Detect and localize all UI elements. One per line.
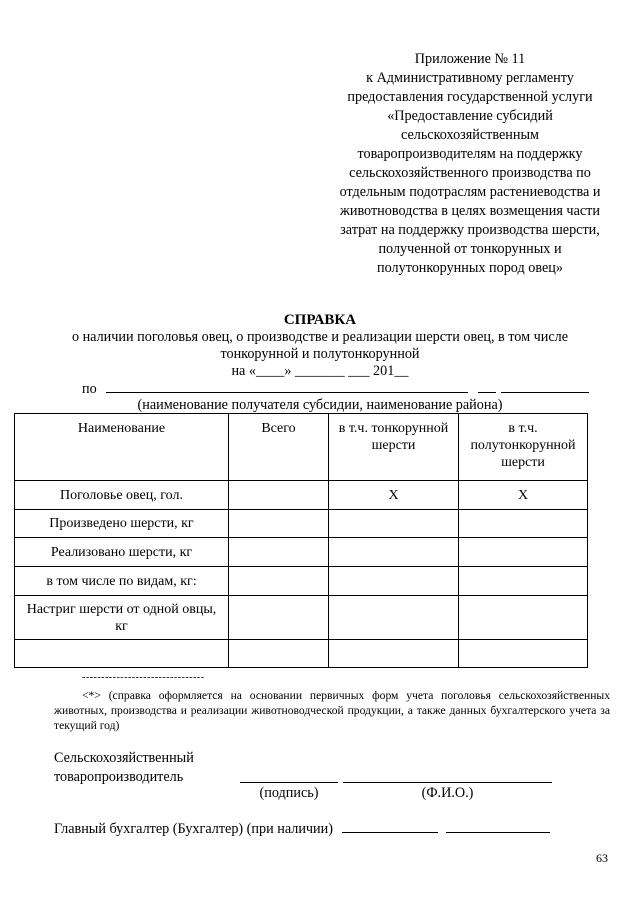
producer-label-line-1: Сельскохозяйственный [54, 750, 194, 766]
annex-line: затрат на поддержку производства шерсти, [340, 222, 600, 238]
recipient-blank [106, 380, 468, 393]
accountant-label: Главный бухгалтер (Бухгалтер) (при наличии) [54, 821, 333, 837]
recipient-blank-district [501, 380, 589, 393]
recipient-caption: (наименование получателя субсидии, наименование района) [137, 397, 503, 413]
subtitle-line-1: о наличии поголовья овец, о производстве и реализации шерсти овец, в том числе [71, 329, 569, 345]
annex-line: «Предоставление субсидий [387, 108, 553, 124]
table-cell [229, 596, 329, 640]
table-cell [229, 481, 329, 510]
table-row [15, 567, 588, 596]
row-label: Настриг шерсти от одной овцы, кг [15, 596, 229, 640]
table-row [15, 481, 588, 510]
fio-line [343, 782, 552, 783]
annex-line: Приложение № 11 [414, 51, 526, 67]
table-cell [329, 596, 459, 640]
table-cell [229, 510, 329, 538]
accountant-line [54, 820, 550, 838]
po-label: по [82, 381, 97, 397]
table-header-row [15, 414, 588, 481]
footnote-text: <*> (справка оформляется на основании первичных форм учета поголовья сельскохозяйственных животных, производства и реализации животноводческой продукции, а также данных бухгалтерского учета за текущий год) [54, 689, 610, 732]
subtitle-line-2: тонкорунной и полутонкорунной [220, 346, 420, 362]
annex-line: предоставления государственной услуги [347, 89, 593, 105]
table-cell [329, 640, 459, 668]
table-cell: X [459, 481, 588, 510]
recipient-blank-short [478, 380, 496, 393]
table-cell [459, 538, 588, 567]
header-cell: в т.ч. полутонкорунной шерсти [459, 414, 588, 481]
annex-line: сельскохозяйственным [400, 127, 539, 143]
row-label: в том числе по видам, кг: [15, 567, 229, 596]
annex-line: к Административному регламенту [366, 70, 574, 86]
data-table [14, 413, 588, 668]
producer-label-line-2: товаропроизводитель [54, 769, 184, 785]
table-cell [459, 596, 588, 640]
accountant-fio-blank [446, 820, 550, 833]
table-row [15, 510, 588, 538]
page-number: 63 [596, 851, 608, 865]
header-cell: в т.ч. тонкорунной шерсти [329, 414, 459, 481]
annex-line: сельскохозяйственного производства по [349, 165, 591, 181]
table-cell [329, 538, 459, 567]
table-cell [329, 567, 459, 596]
row-label: Реализовано шерсти, кг [15, 538, 229, 567]
document-subtitle [0, 329, 640, 380]
annex-line: полученной от тонкорунных и [378, 241, 562, 257]
table-cell [229, 567, 329, 596]
row-label: Произведено шерсти, кг [15, 510, 229, 538]
annex-line: отдельным подотраслям растениеводства и [339, 184, 601, 200]
table-cell [229, 640, 329, 668]
header-cell: Всего [229, 414, 329, 481]
table-row [15, 596, 588, 640]
table-cell [329, 510, 459, 538]
table-cell [459, 567, 588, 596]
table-row [15, 538, 588, 567]
table-row [15, 640, 588, 668]
annex-line: полутонкорунных пород овец» [377, 260, 563, 276]
producer-label [54, 749, 194, 787]
signature-line [240, 782, 338, 783]
table-cell [229, 538, 329, 567]
table-cell: X [329, 481, 459, 510]
annex-header [320, 50, 620, 278]
accountant-sign-blank [342, 820, 438, 833]
annex-line: животноводства в целях возмещения части [340, 203, 600, 219]
signature-caption: (подпись) [259, 785, 319, 801]
fio-caption: (Ф.И.О.) [421, 785, 474, 801]
table-cell [459, 640, 588, 668]
table-cell [459, 510, 588, 538]
annex-line: товаропроизводителям на поддержку [357, 146, 583, 162]
row-label [15, 640, 229, 668]
footnote-separator: -------------------------------- [82, 672, 205, 683]
recipient-line [82, 380, 589, 398]
date-line: на «____» _______ ___ 201__ [231, 363, 409, 379]
row-label: Поголовье овец, гол. [15, 481, 229, 510]
header-cell: Наименование [15, 414, 229, 481]
document-title: СПРАВКА [283, 312, 357, 328]
